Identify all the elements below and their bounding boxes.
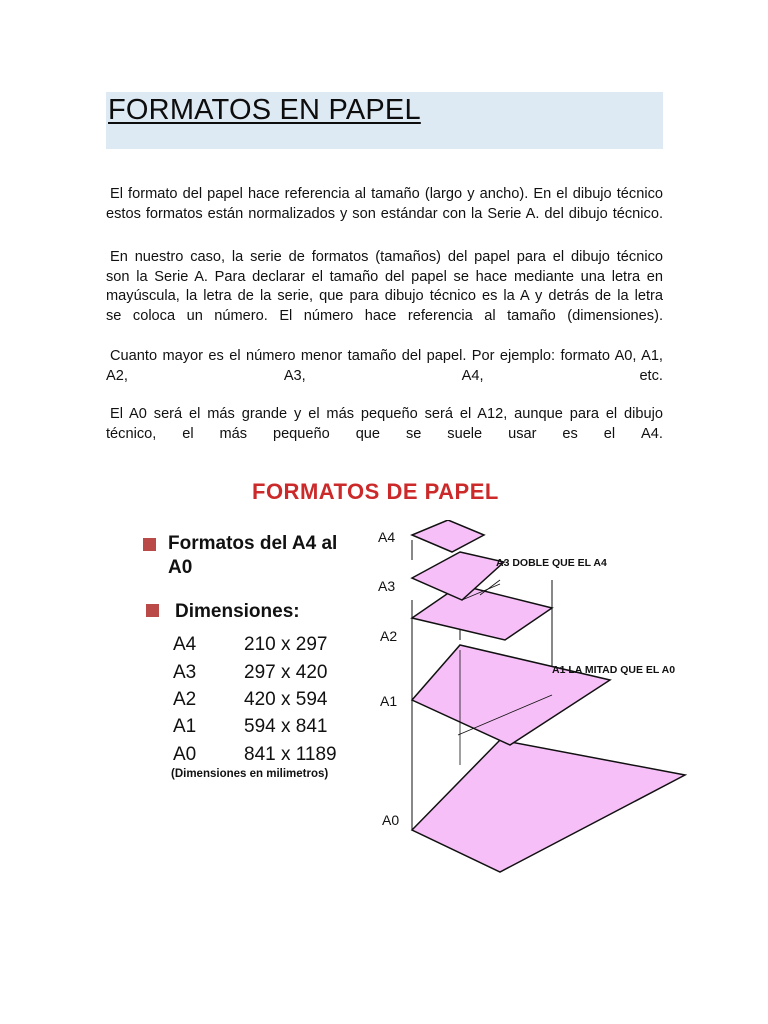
dim-format: A0: [173, 744, 197, 765]
word: usar: [508, 425, 537, 442]
isometric-paper-sizes-diagram: [370, 520, 700, 890]
label-a1: A1: [380, 693, 398, 709]
paragraph-line: [106, 425, 663, 445]
paragraph-line: En nuestro caso, la serie de formatos (tamaños) del papel para el dibujo técnico: [110, 249, 663, 265]
annotation-a3: A3 DOBLE QUE EL A4: [496, 557, 607, 569]
paragraph-line: mayúscula, la letra de la serie, que para dibujo técnico es la A y detrás de la letra: [106, 288, 663, 304]
label-a0: A0: [382, 812, 400, 828]
paragraph-line: se coloca un número. El número hace referencia al tamaño (dimensiones).: [106, 307, 663, 324]
paragraph-line: [106, 367, 663, 387]
word: que: [355, 425, 381, 442]
dim-size: 594 x 841: [244, 716, 328, 737]
dim-format: A1: [173, 716, 197, 737]
word: A4.: [640, 425, 663, 442]
dim-format: A4: [173, 634, 197, 655]
paragraph-line: estos formatos están normalizados y son estándar con la Serie A. del dibujo técnico.: [106, 205, 663, 222]
paragraph-4: [106, 405, 663, 444]
dim-size: 297 x 420: [244, 662, 328, 683]
paragraph-line: son la Serie A. Para declarar el tamaño del papel se hace mediante una letra en: [106, 268, 663, 285]
word: es: [562, 425, 578, 442]
paragraph-line: El formato del papel hace referencia al tamaño (largo y ancho). En el dibujo técnico: [110, 186, 663, 202]
label-a3: A3: [378, 578, 396, 594]
sheet-a1: [412, 645, 610, 745]
bullet-formats-line1: Formatos del A4 al: [168, 533, 338, 554]
bullet-square: [143, 538, 156, 551]
word: A4,: [461, 367, 484, 384]
word: suele: [447, 425, 483, 442]
label-a4: A4: [378, 529, 396, 545]
figure-title: FORMATOS DE PAPEL: [252, 479, 499, 504]
paragraph-3: [106, 347, 663, 386]
dimensions-note: (Dimensiones en milimetros): [171, 768, 329, 780]
dim-format: A2: [173, 689, 197, 710]
bullet-dimensions: Dimensiones:: [175, 601, 300, 622]
dim-size: 210 x 297: [244, 634, 328, 655]
word: A2,: [106, 367, 128, 384]
paragraph-line: Cuanto mayor es el número menor tamaño del papel. Por ejemplo: formato A0, A1,: [110, 348, 663, 364]
annotation-a1: A1 LA MITAD QUE EL A0: [552, 664, 676, 676]
dim-size: 841 x 1189: [244, 744, 337, 765]
bullet-formats: [168, 532, 337, 580]
paragraph-line: El A0 será el más grande y el más pequeño será el A12, aunque para el dibujo: [110, 406, 663, 422]
word: el: [182, 425, 194, 442]
sheet-a4: [412, 520, 484, 552]
label-a2: A2: [380, 628, 398, 644]
word: el: [603, 425, 616, 442]
word: A3,: [283, 367, 306, 384]
page-title: FORMATOS EN PAPEL: [108, 94, 421, 126]
word: técnico,: [106, 425, 157, 442]
dim-size: 420 x 594: [244, 689, 328, 710]
bullet-square: [146, 604, 159, 617]
bullet-formats-line2: A0: [168, 557, 193, 578]
word: etc.: [639, 367, 663, 384]
sheet-a0: [412, 740, 685, 872]
word: pequeño: [272, 425, 330, 442]
paragraph-2: [106, 248, 663, 326]
dim-format: A3: [173, 662, 197, 683]
word: se: [405, 425, 422, 442]
word: más: [219, 425, 248, 442]
paragraph-1: [106, 185, 663, 224]
